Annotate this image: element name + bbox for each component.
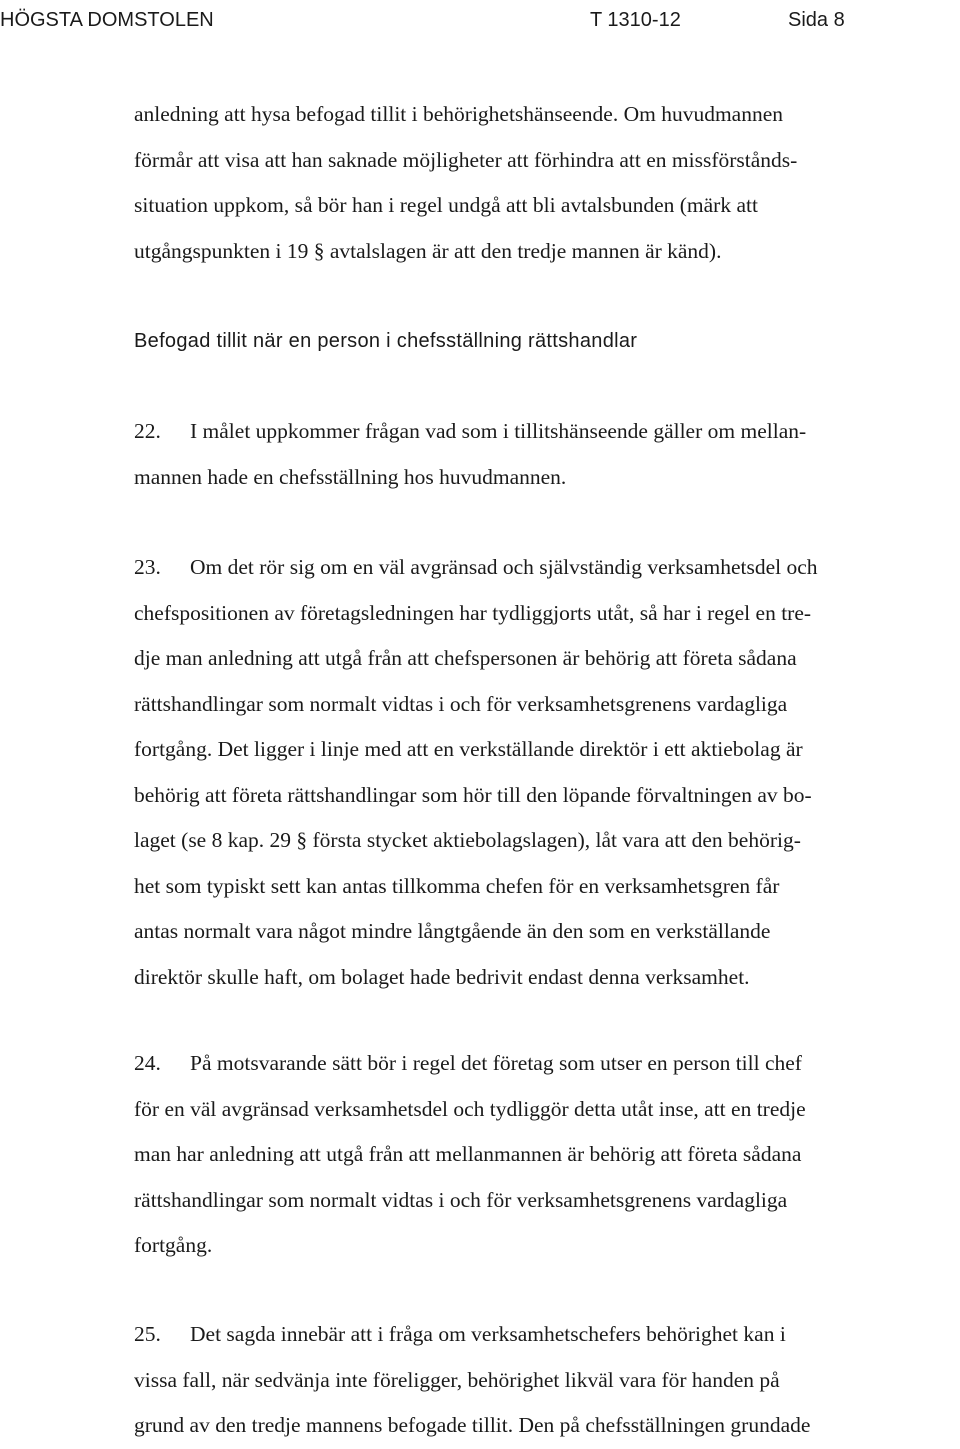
paragraph-25 (134, 1312, 954, 1449)
text-line: Om det rör sig om en väl avgränsad och självständig verksamhetsdel och (190, 555, 818, 579)
paragraph-24 (134, 1041, 954, 1269)
text-line: antas normalt vara något mindre långtgående än den som en verkställande (134, 919, 771, 943)
text-line: I målet uppkommer frågan vad som i tillitshänseende gäller om mellan- (190, 419, 807, 443)
page-number: Sida 8 (788, 9, 845, 31)
text-line: rättshandlingar som normalt vidtas i och för verksamhetsgrenens vardagliga (134, 691, 788, 716)
text-line: dje man anledning att utgå från att chefspersonen är behörig att företa sådana (134, 646, 797, 670)
section-subheading-block (134, 318, 954, 365)
text-line: anledning att hysa befogad tillit i behörighetshänseende. Om huvudmannen (134, 102, 784, 126)
text-line: fortgång. Det ligger i linje med att en verkställande direktör i ett aktiebolag är (134, 737, 803, 761)
continuation-paragraph (134, 92, 954, 274)
text-line: förmår att visa att han saknade möjligheter att förhindra att en missförstånds- (134, 147, 798, 172)
section-subheading: Befogad tillit när en person i chefsställning rättshandlar (134, 330, 638, 352)
text-line: Det sagda innebär att i fråga om verksamhetschefers behörighet kan i (190, 1322, 786, 1346)
text-line: vissa fall, när sedvänja inte föreligger, behörighet likväl vara för handen på (134, 1367, 780, 1392)
paragraph-number: 24. (134, 1051, 161, 1075)
text-line: situation uppkom, så bör han i regel undgå att bli avtalsbunden (märk att (134, 193, 758, 217)
text-line: för en väl avgränsad verksamhetsdel och tydliggör detta utåt inse, att en tredje (134, 1096, 806, 1121)
paragraph-number: 25. (134, 1322, 161, 1346)
text-line: grund av den tredje mannens befogade tillit. Den på chefsställningen grundade (134, 1413, 811, 1437)
text-line: het som typiskt sett kan antas tillkomma chefen för en verksamhetsgren får (134, 873, 780, 898)
paragraph-number: 22. (134, 419, 161, 443)
text-line: På motsvarande sätt bör i regel det företag som utser en person till chef (190, 1051, 802, 1075)
text-line: chefspositionen av företagsledningen har tydliggjorts utåt, så har i regel en tre- (134, 600, 812, 625)
paragraph-22 (134, 409, 954, 500)
court-name: HÖGSTA DOMSTOLEN (0, 9, 214, 31)
paragraph-number: 23. (134, 555, 161, 579)
text-line: fortgång. (134, 1233, 213, 1257)
text-line: direktör skulle haft, om bolaget hade bedrivit endast denna verksamhet. (134, 964, 750, 989)
text-line: behörig att företa rättshandlingar som hör till den löpande förvaltningen av bo- (134, 782, 812, 807)
paragraph-23 (134, 545, 954, 1000)
text-line: man har anledning att utgå från att mellanmannen är behörig att företa sådana (134, 1142, 802, 1166)
text-line: utgångspunkten i 19 § avtalslagen är att den tredje mannen är känd). (134, 238, 722, 263)
text-line: laget (se 8 kap. 29 § första stycket aktiebolagslagen), låt vara att den behörig- (134, 828, 801, 852)
case-number: T 1310-12 (590, 9, 681, 31)
page-header (0, 5, 960, 35)
text-line: rättshandlingar som normalt vidtas i och för verksamhetsgrenens vardagliga (134, 1187, 788, 1212)
text-line: mannen hade en chefsställning hos huvudmannen. (134, 464, 567, 489)
